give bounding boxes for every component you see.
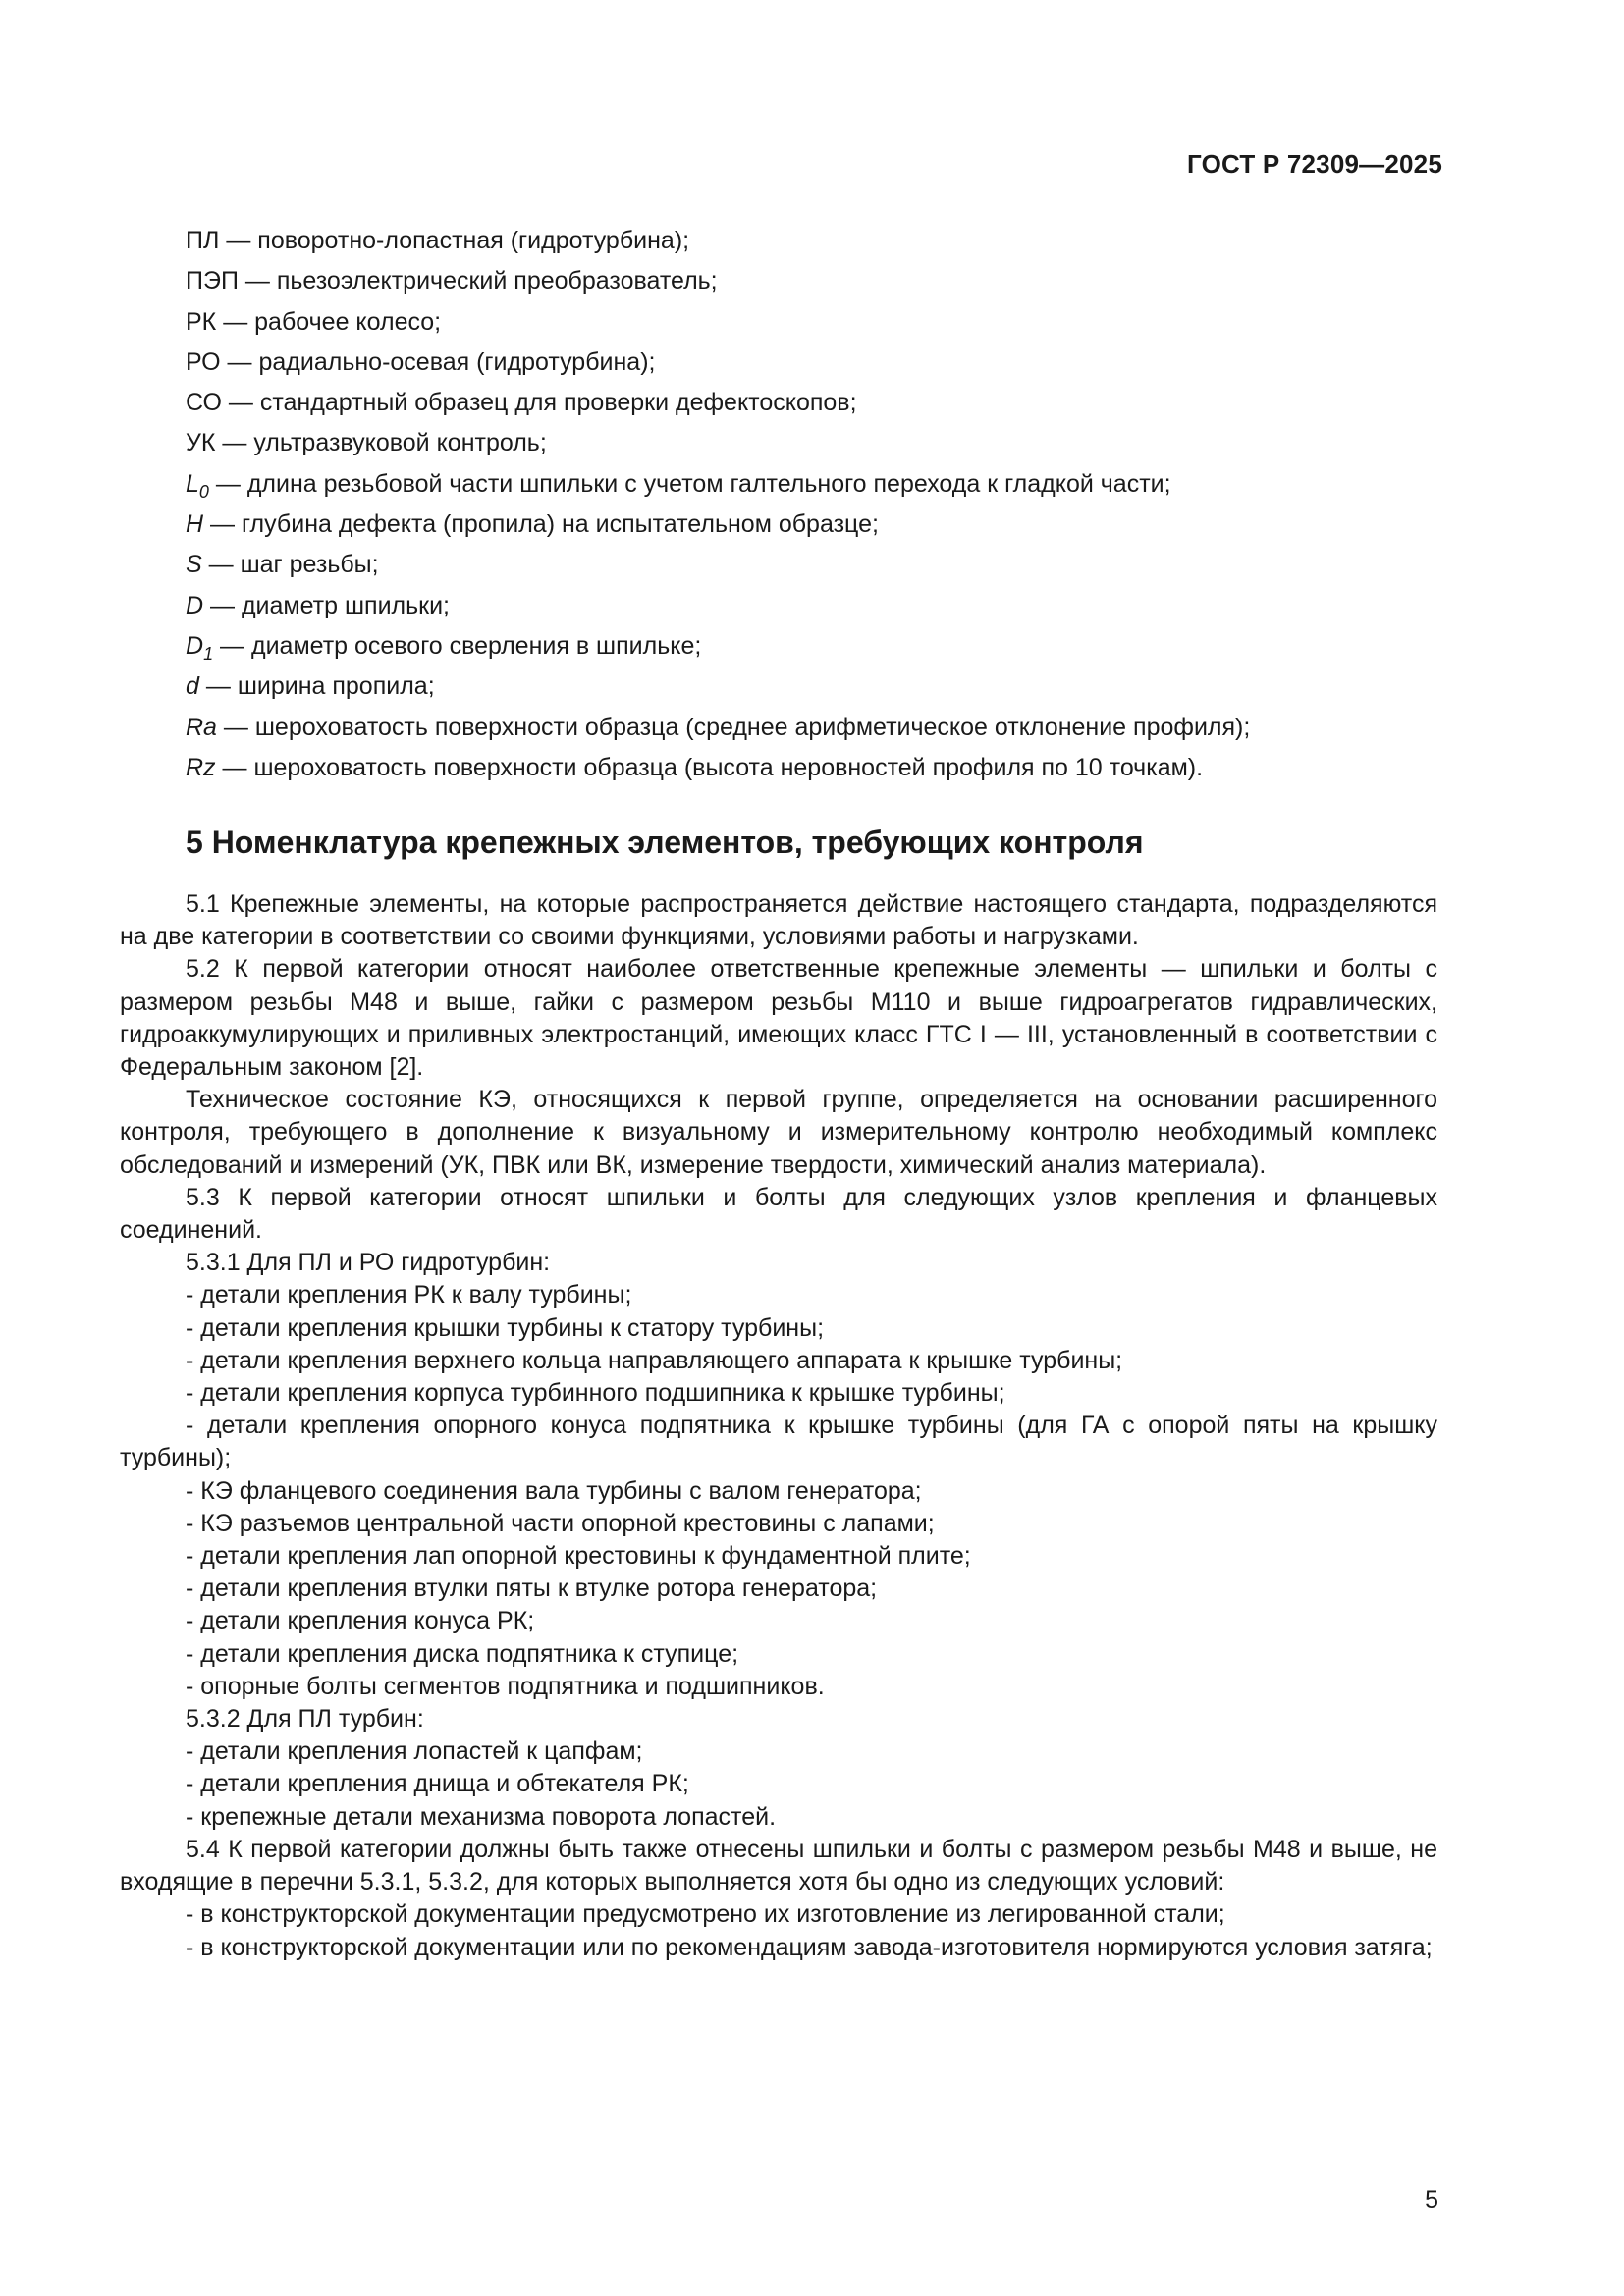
list-5-4 [120, 1898, 1437, 1931]
list-5-3-1-continued [120, 1475, 1437, 1703]
abbreviation-item: УК — ультразвуковой контроль; [186, 429, 547, 457]
paragraph-5-3: 5.3 К первой категории относят шпильки и болты для следующих узлов крепления и фланцевых соединений. [120, 1183, 1437, 1245]
list-item: - детали крепления лап опорной крестовины к фундаментной плите; [186, 1542, 971, 1571]
page-number: 5 [1425, 2186, 1438, 2214]
paragraph-5-2: 5.2 К первой категории относят наиболее ответственные крепежные элементы — шпильки и болты с размером резьбы М48 и выше, гайки с размером резьбы М110 и выше гидроагрегатов гидравлических, гидроаккумулирующих и приливных электростанций, имеющих класс ГТС I — III, установленный в соответствии с Федеральным законом [2]. [120, 955, 1437, 1082]
list-item: - детали крепления крышки турбины к статору турбины; [186, 1313, 825, 1342]
abbreviation-term: ПЛ [186, 227, 220, 254]
paragraph-5-1: 5.1 Крепежные элементы, на которые распространяется действие настоящего стандарта, подразделяются на две категории в соответствии со своими функциями, условиями работы и нагрузками. [120, 890, 1437, 951]
abbreviation-term: РК [186, 307, 217, 336]
abbreviation-definition: стандартный образец для проверки дефектоскопов; [259, 389, 857, 417]
abbreviation-definition: диаметр осевого сверления в шпильке; [250, 631, 702, 660]
abbreviation-item: Rz — шероховатость поверхности образца (высота неровностей профиля по 10 точкам). [186, 753, 1204, 781]
abbreviation-item: $L_0$ — длина резьбовой части шпильки с учетом галтельного перехода к гладкой части; [186, 469, 1171, 502]
abbreviation-item: H — глубина дефекта (пропила) на испытательном образце; [186, 510, 879, 539]
list-item: - детали крепления конуса РК; [186, 1607, 535, 1635]
list-5-3-2 [120, 1735, 1437, 1834]
abbreviation-term: $L_0$ [186, 469, 209, 502]
abbreviation-item: РО — радиально-осевая (гидротурбина); [186, 347, 656, 376]
list-item: - КЭ фланцевого соединения вала турбины с валом генератора; [186, 1476, 922, 1505]
list-item: - в конструкторской документации или по рекомендациям завода-изготовителя нормируются условия затяга; [186, 1933, 1433, 1961]
list-item: - детали крепления днища и обтекателя РК; [186, 1770, 689, 1798]
abbreviation-item: D — диаметр шпильки; [186, 591, 451, 619]
abbreviation-item: РК — рабочее колесо; [186, 307, 442, 336]
section-title: 5 Номенклатура крепежных элементов, требующих контроля [186, 825, 1144, 860]
abbreviation-item: ПЭП — пьезоэлектрический преобразователь; [186, 267, 718, 295]
list-item: - детали крепления диска подпятника к ступице; [186, 1639, 739, 1668]
abbreviation-term: Rz [186, 753, 216, 781]
abbreviation-item: СО — стандартный образец для проверки дефектоскопов; [186, 389, 857, 417]
list-item: - опорные болты сегментов подпятника и подшипников. [186, 1672, 825, 1700]
list-item: - детали крепления втулки пяты к втулке ротора генератора; [186, 1575, 878, 1603]
abbreviation-definition: глубина дефекта (пропила) на испытательном образце; [241, 510, 879, 539]
abbreviation-item: S — шаг резьбы; [186, 551, 379, 579]
abbreviation-definition: радиально-осевая (гидротурбина); [258, 347, 656, 376]
abbreviation-term: УК [186, 429, 216, 457]
abbreviation-definition: ультразвуковой контроль; [253, 429, 547, 457]
paragraph-5-4: 5.4 К первой категории должны быть также отнесены шпильки и болты с размером резьбы М48 и выше, не входящие в перечни 5.3.1, 5.3.2, для которых выполняется хотя бы одно из следующих условий: [120, 1835, 1437, 1896]
list-item: - крепежные детали механизма поворота лопастей. [186, 1802, 777, 1831]
abbreviation-definition: рабочее колесо; [254, 307, 442, 336]
list-item: - детали крепления верхнего кольца направляющего аппарата к крышке турбины; [186, 1346, 1123, 1374]
abbreviation-definition: шероховатость поверхности образца (среднее арифметическое отклонение профиля); [254, 713, 1251, 741]
abbreviation-term: H [186, 510, 204, 539]
abbreviation-definition: поворотно-лопастная (гидротурбина); [257, 227, 690, 254]
abbreviation-term: $D_1$ [186, 631, 214, 664]
paragraph-technical-state: Техническое состояние КЭ, относящихся к первой группе, определяется на основании расширенного контроля, требующего в дополнение к визуальному и измерительному контролю необходимый комплекс обследований и измерений (УК, ПВК или ВК, измерение твердости, химический анализ материала). [120, 1086, 1437, 1179]
abbreviation-definition: ширина пропила; [237, 672, 435, 701]
abbreviation-definition: длина резьбовой части шпильки с учетом галтельного перехода к гладкой части; [246, 469, 1171, 498]
abbreviation-item: $D_1$ — диаметр осевого сверления в шпильке; [186, 631, 702, 664]
list-item: - детали крепления лопастей к цапфам; [186, 1737, 643, 1766]
abbreviation-term: D [186, 591, 204, 619]
subheading-5-3-2: 5.3.2 Для ПЛ турбин: [186, 1705, 424, 1734]
abbreviation-definition: пьезоэлектрический преобразователь; [276, 267, 718, 295]
list-item: - КЭ разъемов центральной части опорной крестовины с лапами; [186, 1509, 935, 1537]
abbreviation-definition: шероховатость поверхности образца (высота неровностей профиля по 10 точкам). [253, 753, 1204, 781]
list-item: - детали крепления опорного конуса подпятника к крышке турбины (для ГА с опорой пяты на крышку турбины); [120, 1412, 1437, 1472]
list-5-3-1 [120, 1279, 1437, 1410]
abbreviation-term: d [186, 672, 199, 701]
abbreviation-term: Ra [186, 713, 217, 741]
abbreviation-term: S [186, 551, 202, 579]
abbreviation-term: РО [186, 347, 221, 376]
list-item: - в конструкторской документации предусмотрено их изготовление из легированной стали; [186, 1900, 1225, 1929]
abbreviations-list [186, 221, 1442, 788]
section-body [120, 888, 1437, 1964]
abbreviation-definition: шаг резьбы; [240, 551, 379, 579]
document-code: ГОСТ Р 72309—2025 [1187, 149, 1442, 179]
abbreviation-term: ПЭП [186, 267, 239, 295]
abbreviation-term: СО [186, 389, 222, 417]
abbreviation-item: ПЛ — поворотно-лопастная (гидротурбина); [186, 227, 690, 254]
abbreviation-item: d — ширина пропила; [186, 672, 435, 701]
abbreviation-definition: диаметр шпильки; [241, 591, 451, 619]
abbreviation-item: Ra — шероховатость поверхности образца (среднее арифметическое отклонение профиля); [186, 713, 1251, 741]
subheading-5-3-1: 5.3.1 Для ПЛ и РО гидротурбин: [186, 1249, 551, 1277]
list-item: - детали крепления корпуса турбинного подшипника к крышке турбины; [186, 1379, 1005, 1408]
list-item: - детали крепления РК к валу турбины; [186, 1281, 632, 1309]
